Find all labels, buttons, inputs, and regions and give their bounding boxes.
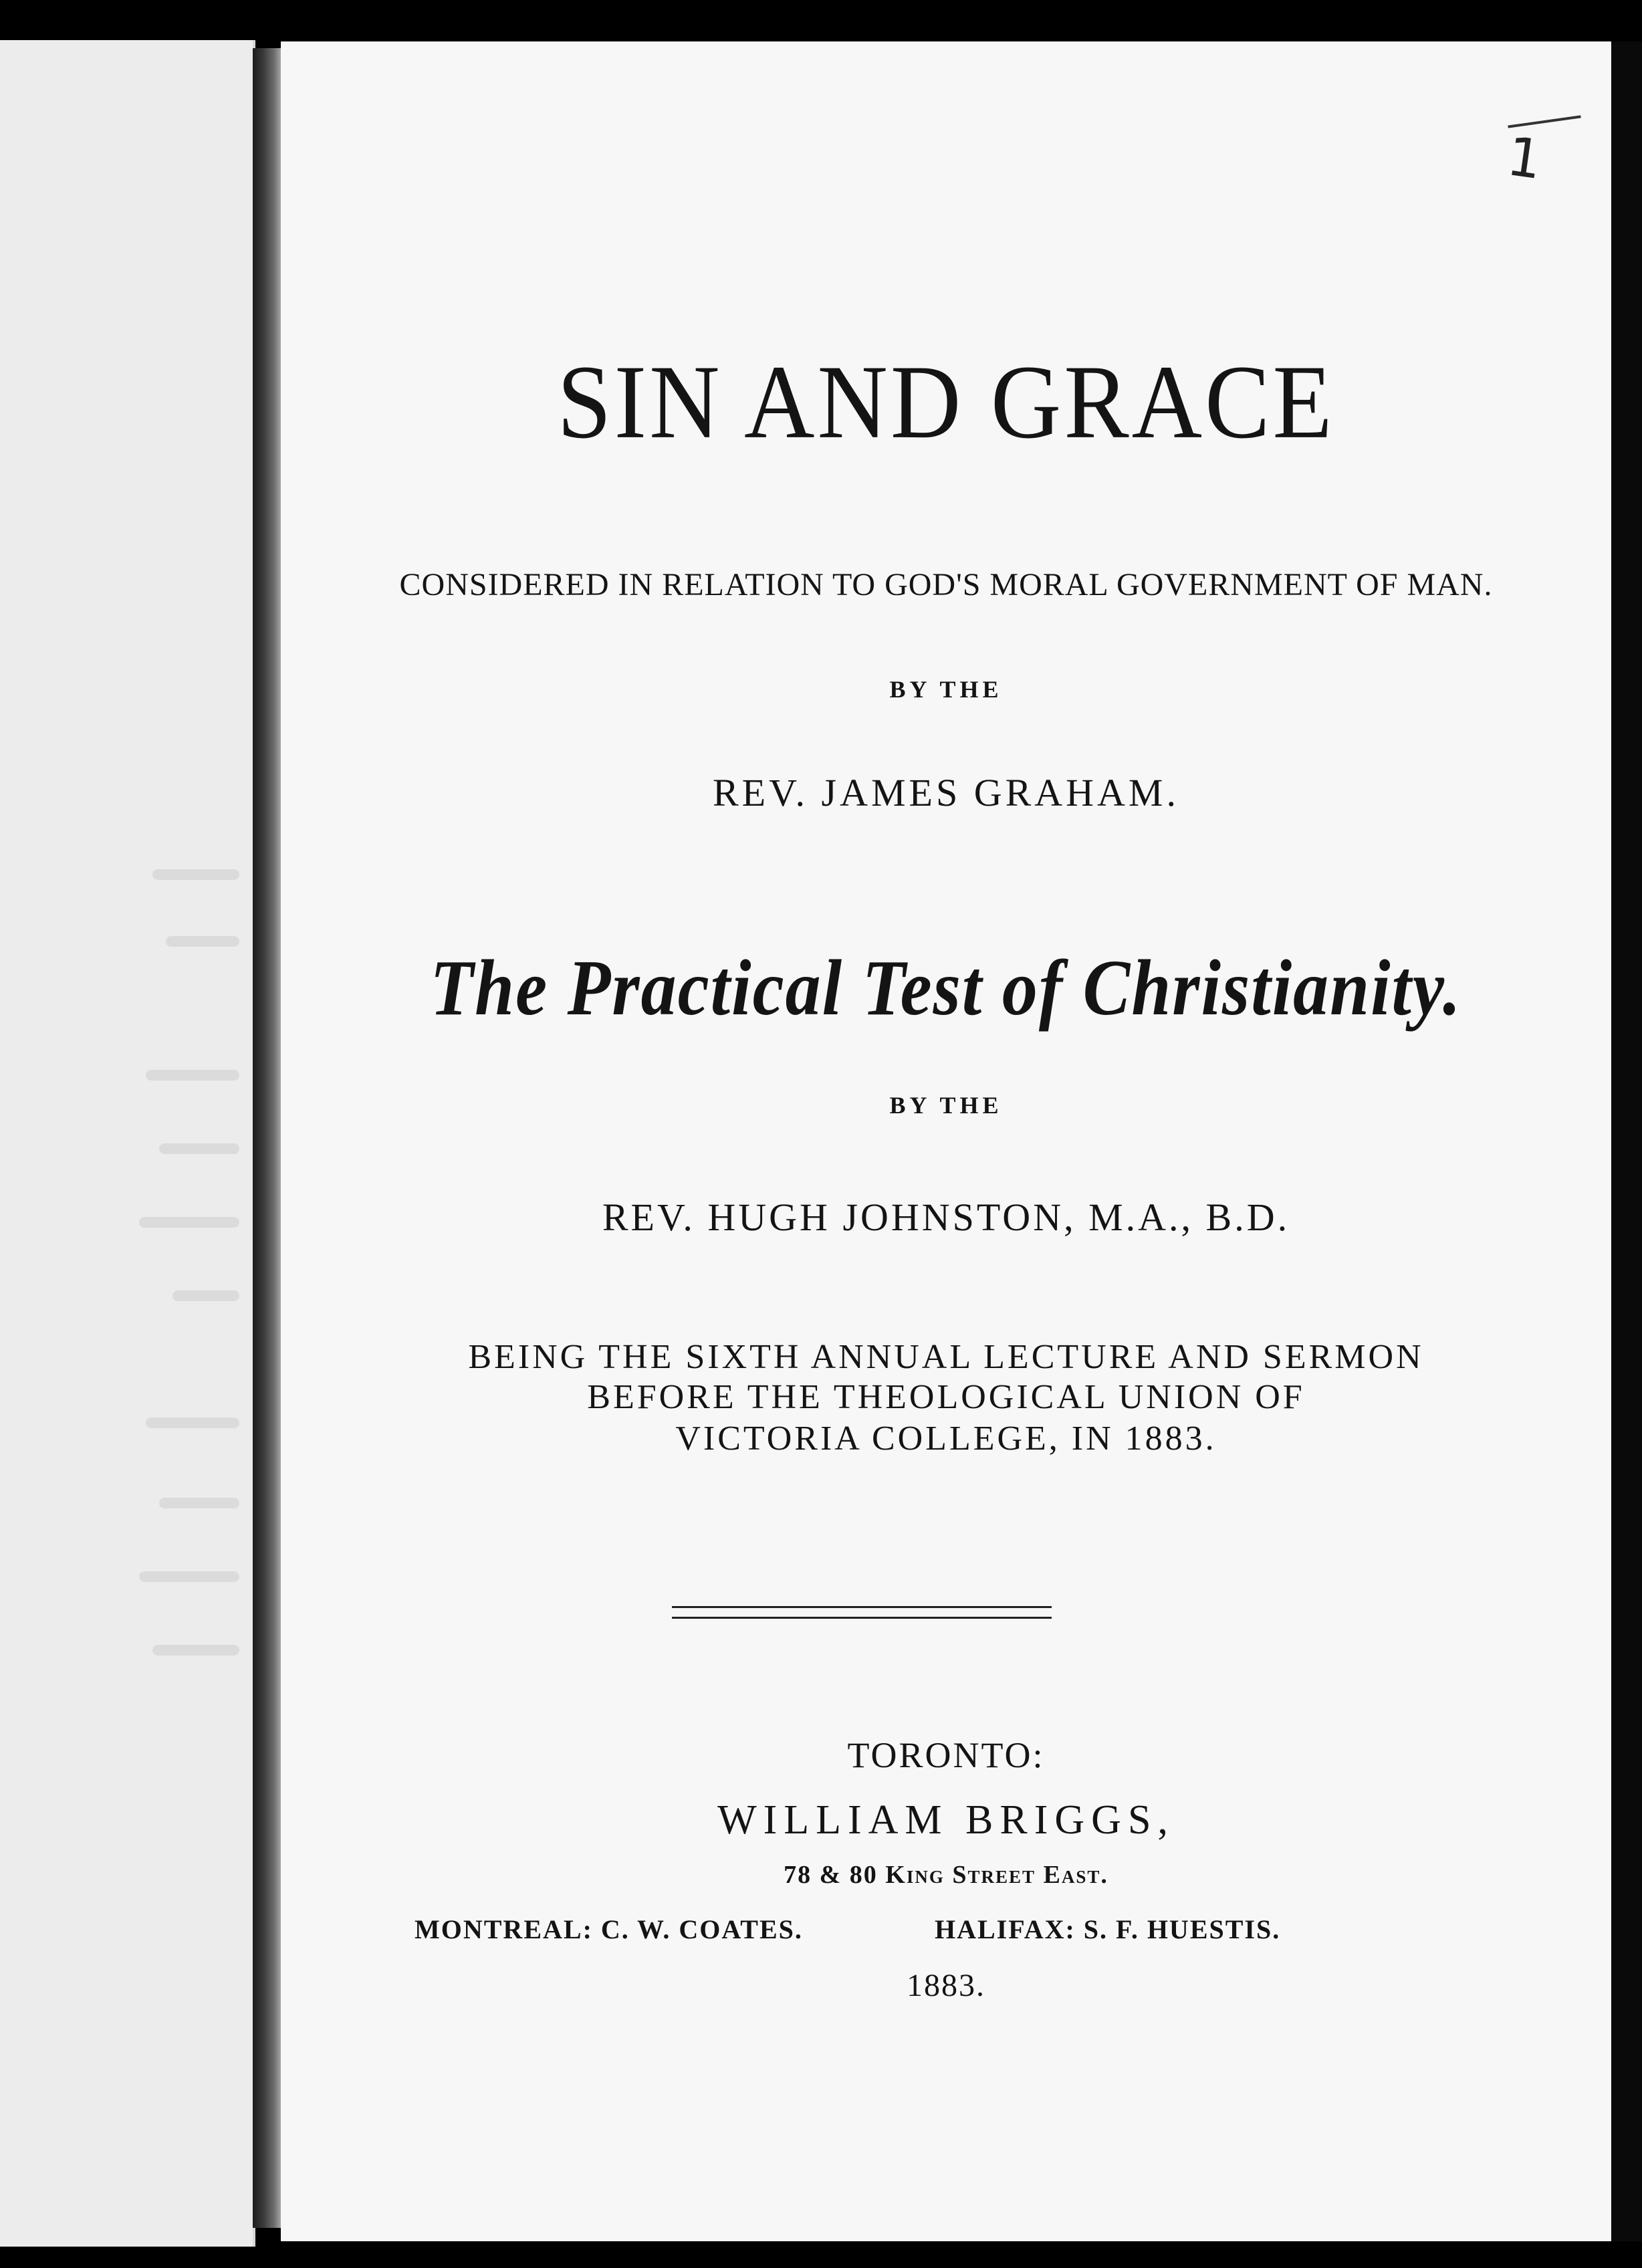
title-page (281, 41, 1613, 2241)
bleed-through-text (172, 1290, 239, 1301)
divider-rule (672, 1617, 1052, 1619)
author-2: REV. HUGH JOHNSTON, M.A., B.D. (602, 1196, 1290, 1239)
imprint-address: 78 & 80 King Street East. (784, 1861, 1108, 1889)
imprint-publisher: WILLIAM BRIGGS, (717, 1797, 1175, 1843)
bleed-through-text (159, 1143, 239, 1154)
bleed-through-text (146, 1418, 239, 1428)
agent-halifax: HALIFAX: S. F. HUESTIS. (935, 1914, 1281, 1944)
bleed-through-text (146, 1070, 239, 1081)
sermon-title: The Practical Test of Christianity. (430, 943, 1462, 1032)
occasion-line: BEFORE THE THEOLOGICAL UNION OF (587, 1378, 1305, 1416)
divider-rule (672, 1606, 1052, 1608)
folio-mark: 1 (1503, 124, 1546, 192)
bleed-through-text (139, 1217, 239, 1228)
occasion-line: BEING THE SIXTH ANNUAL LECTURE AND SERMON (468, 1338, 1424, 1376)
by-line-2: BY THE (889, 1092, 1003, 1119)
bleed-through-text (139, 1571, 239, 1582)
scan-edge (1611, 41, 1642, 2241)
author-1: REV. JAMES GRAHAM. (712, 771, 1180, 814)
occasion-line: VICTORIA COLLEGE, IN 1883. (675, 1420, 1217, 1458)
bleed-through-text (166, 936, 239, 947)
subtitle: CONSIDERED IN RELATION TO GOD'S MORAL GOVERNMENT OF MAN. (399, 567, 1493, 602)
imprint-year: 1883. (907, 1968, 985, 2003)
adjacent-page (0, 40, 255, 2247)
bleed-through-text (159, 1498, 239, 1508)
bleed-through-text (152, 1645, 239, 1656)
page-title: SIN AND GRACE (557, 343, 1335, 461)
bleed-through-text (152, 869, 239, 880)
imprint-city: TORONTO: (847, 1735, 1045, 1775)
agent-montreal: MONTREAL: C. W. COATES. (415, 1914, 803, 1944)
book-gutter (253, 48, 283, 2228)
by-line-1: BY THE (889, 676, 1003, 703)
